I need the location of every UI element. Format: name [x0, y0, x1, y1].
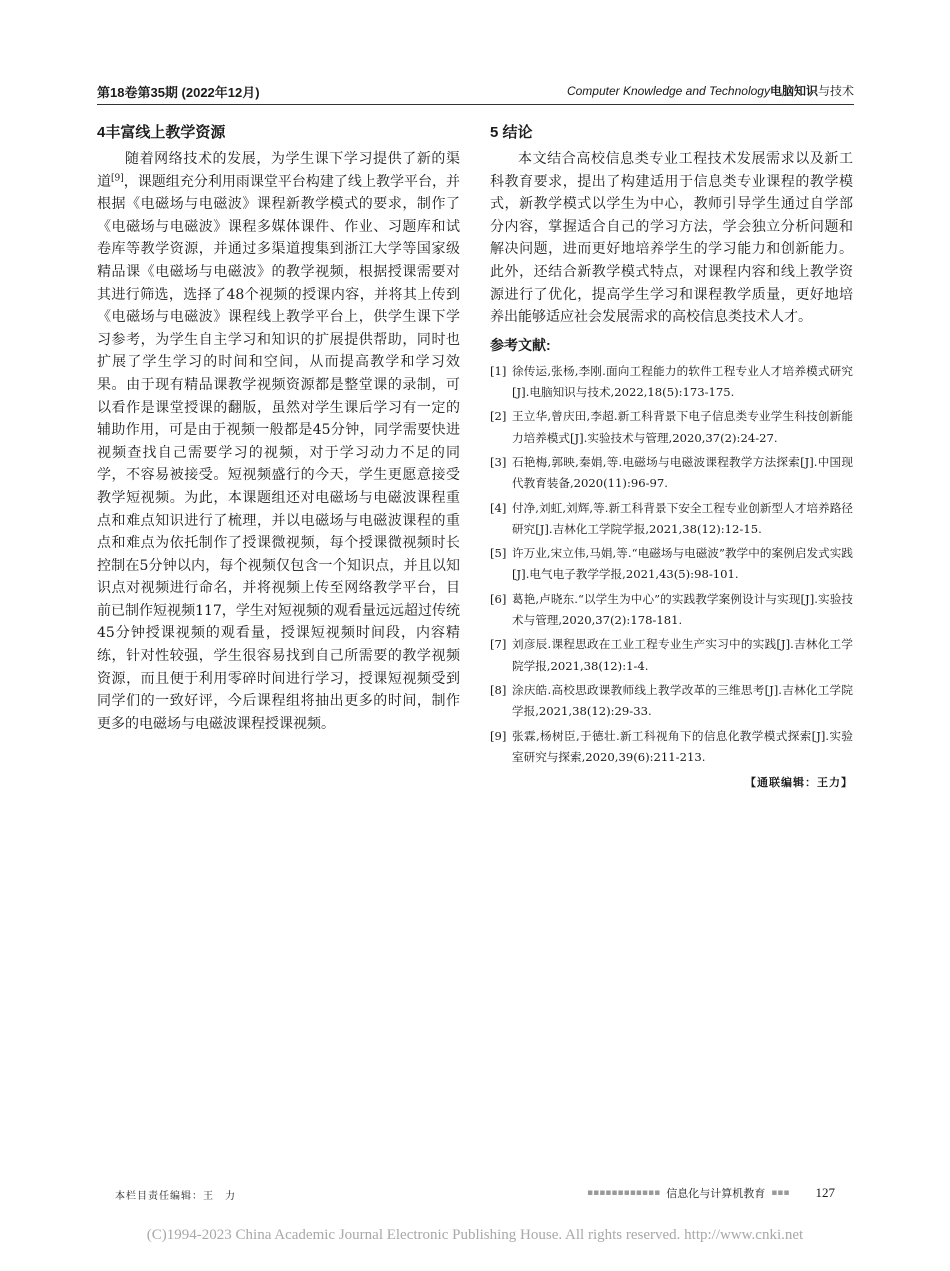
left-column: [97, 122, 460, 735]
header-rule: [97, 104, 854, 105]
para-part-2: ，课题组充分利用雨课堂平台构建了线上教学平台，并根据《电磁场与电磁波》课程新教学模式的要求，制作了《电磁场与电磁波》课程多媒体课件、作业、习题库和试卷库等教学资源，并通过多渠道搜集到浙江大学等国家级精品课《电磁场与电磁波》的教学视频，根据授课需要对其进行筛选，选择了48个视频的授课内容，并将其上传到《电磁场与电磁波》课程线上教学平台上，供学生课下学习参考，为学生自主学习和知识的扩展提供帮助，同时也扩展了学生学习的时间和空间，从而提高教学和学习效果。由于现有精品课教学视频资源都是整堂课的录制，可以看作是课堂授课的翻版，虽然对学生课后学习有一定的辅助作用，可是由于视频一般都是45分钟，同学需要快进视频查找自己需要学习的视频，对于学习动力不足的同学，不容易被接受。短视频盛行的今天，学生更愿意接受教学短视频。为此，本课题组还对电磁场与电磁波课程重点和难点知识进行了梳理，并以电磁场与电磁波课程的重点和难点为依托制作了授课微视频，每个授课微视频时长控制在5分钟以内，每个视频仅包含一个知识点，并且以知识点对视频进行命名，并将视频上传至网络教学平台，目前已制作短视频117，学生对短视频的观看量远远超过传统45分钟授课视频的观看量，授课短视频时间段，内容精练，针对性较强，学生很容易找到自己所需要的教学视频资源，而且便于利用零碎时间进行学习，授课短视频受到同学们的一致好评，今后课程组将抽出更多的时间，制作更多的电磁场与电磁波课程授课视频。: [97, 173, 461, 732]
footer-section: [587, 1185, 835, 1201]
editor-note: 【通联编辑：王力】: [745, 776, 853, 790]
page-number: 127: [815, 1185, 836, 1200]
para-part-1: 随着网络技术的发展，为学生课下学习提供了新的渠道: [97, 151, 460, 190]
reference-item: [7] 刘彦辰.课程思政在工业工程专业生产实习中的实践[J].吉林化工学院学报,2021,38(12):1-4.: [490, 637, 853, 673]
reference-list: [490, 361, 853, 768]
header-issue: 第18卷第35期 (2022年12月): [97, 85, 260, 100]
reference-item: [5] 许万业,宋立伟,马娟,等.“电磁场与电磁波”教学中的案例启发式实践[J].电气电子教学学报,2021,43(5):98-101.: [490, 546, 853, 582]
reference-item: [9] 张霖,杨树臣,于德壮.新工科视角下的信息化教学模式探索[J].实验室研究与探索,2020,39(6):211-213.: [490, 728, 853, 764]
section-title-4: 4丰富线上教学资源: [97, 124, 226, 141]
right-column: [490, 122, 853, 790]
journal-title-en: Computer Knowledge and Technology: [566, 84, 770, 98]
footer-dots-right: ▪▪▪: [771, 1188, 790, 1198]
journal-title-cn-bold: 电脑知识: [769, 84, 818, 98]
reference-item: [1] 徐传运,张杨,李刚.面向工程能力的软件工程专业人才培养模式研究[J].电脑知识与技术,2022,18(5):173-175.: [490, 363, 853, 400]
reference-item: [6] 葛艳,卢晓东.“以学生为中心”的实践教学案例设计与实现[J].实验技术与管理,2020,37(2):178-181.: [490, 591, 853, 628]
journal-title-cn: 与技术: [817, 84, 854, 98]
reference-item: [3] 石艳梅,郭映,秦娟,等.电磁场与电磁波课程教学方法探索[J].中国现代教育装备,2020(11):96-97.: [490, 454, 853, 491]
footer-column-editor: 本栏目责任编辑：王 力: [115, 1191, 236, 1202]
header-journal: [567, 82, 854, 99]
reference-item: [2] 王立华,曾庆田,李超.新工科背景下电子信息类专业学生科技创新能力培养模式[J].实验技术与管理,2020,37(2):24-27.: [490, 409, 853, 445]
references-title: 参考文献:: [490, 336, 551, 353]
reference-item: [8] 涂庆皓.高校思政课教师线上教学改革的三维思考[J].吉林化工学院学报,2021,38(12):29-33.: [490, 682, 853, 719]
footer-dots-left: ▪▪▪▪▪▪▪▪▪▪▪▪: [587, 1188, 661, 1198]
conclusion-paragraph: 本文结合高校信息类专业工程技术发展需求以及新工科教育要求，提出了构建适用于信息类专业课程的教学模式，新教学模式以学生为中心，教师引导学生通过自学部分内容，掌握适合自己的学习方法，学会独立分析问题和解决问题，进而更好地培养学生的学习能力和创新能力。此外，还结合新教学模式特点，对课程内容和线上教学资源进行了优化，提高学生学习和课程教学质量，更好地培养出能够适应社会发展需求的高校信息类技术人才。: [490, 151, 853, 326]
copyright-watermark: (C)1994-2023 China Academic Journal Electronic Publishing House. All rights reserved. http://www.cnki.net: [146, 1227, 804, 1243]
footer-section-name: 信息化与计算机教育: [666, 1187, 766, 1200]
section-title-5: 5 结论: [490, 124, 533, 141]
section-4-paragraph: [97, 148, 460, 735]
reference-item: [4] 付净,刘虹,刘辉,等.新工科背景下安全工程专业创新型人才培养路径研究[J].吉林化工学院学报,2021,38(12):12-15.: [490, 500, 853, 536]
citation-9: [9]: [111, 172, 124, 183]
